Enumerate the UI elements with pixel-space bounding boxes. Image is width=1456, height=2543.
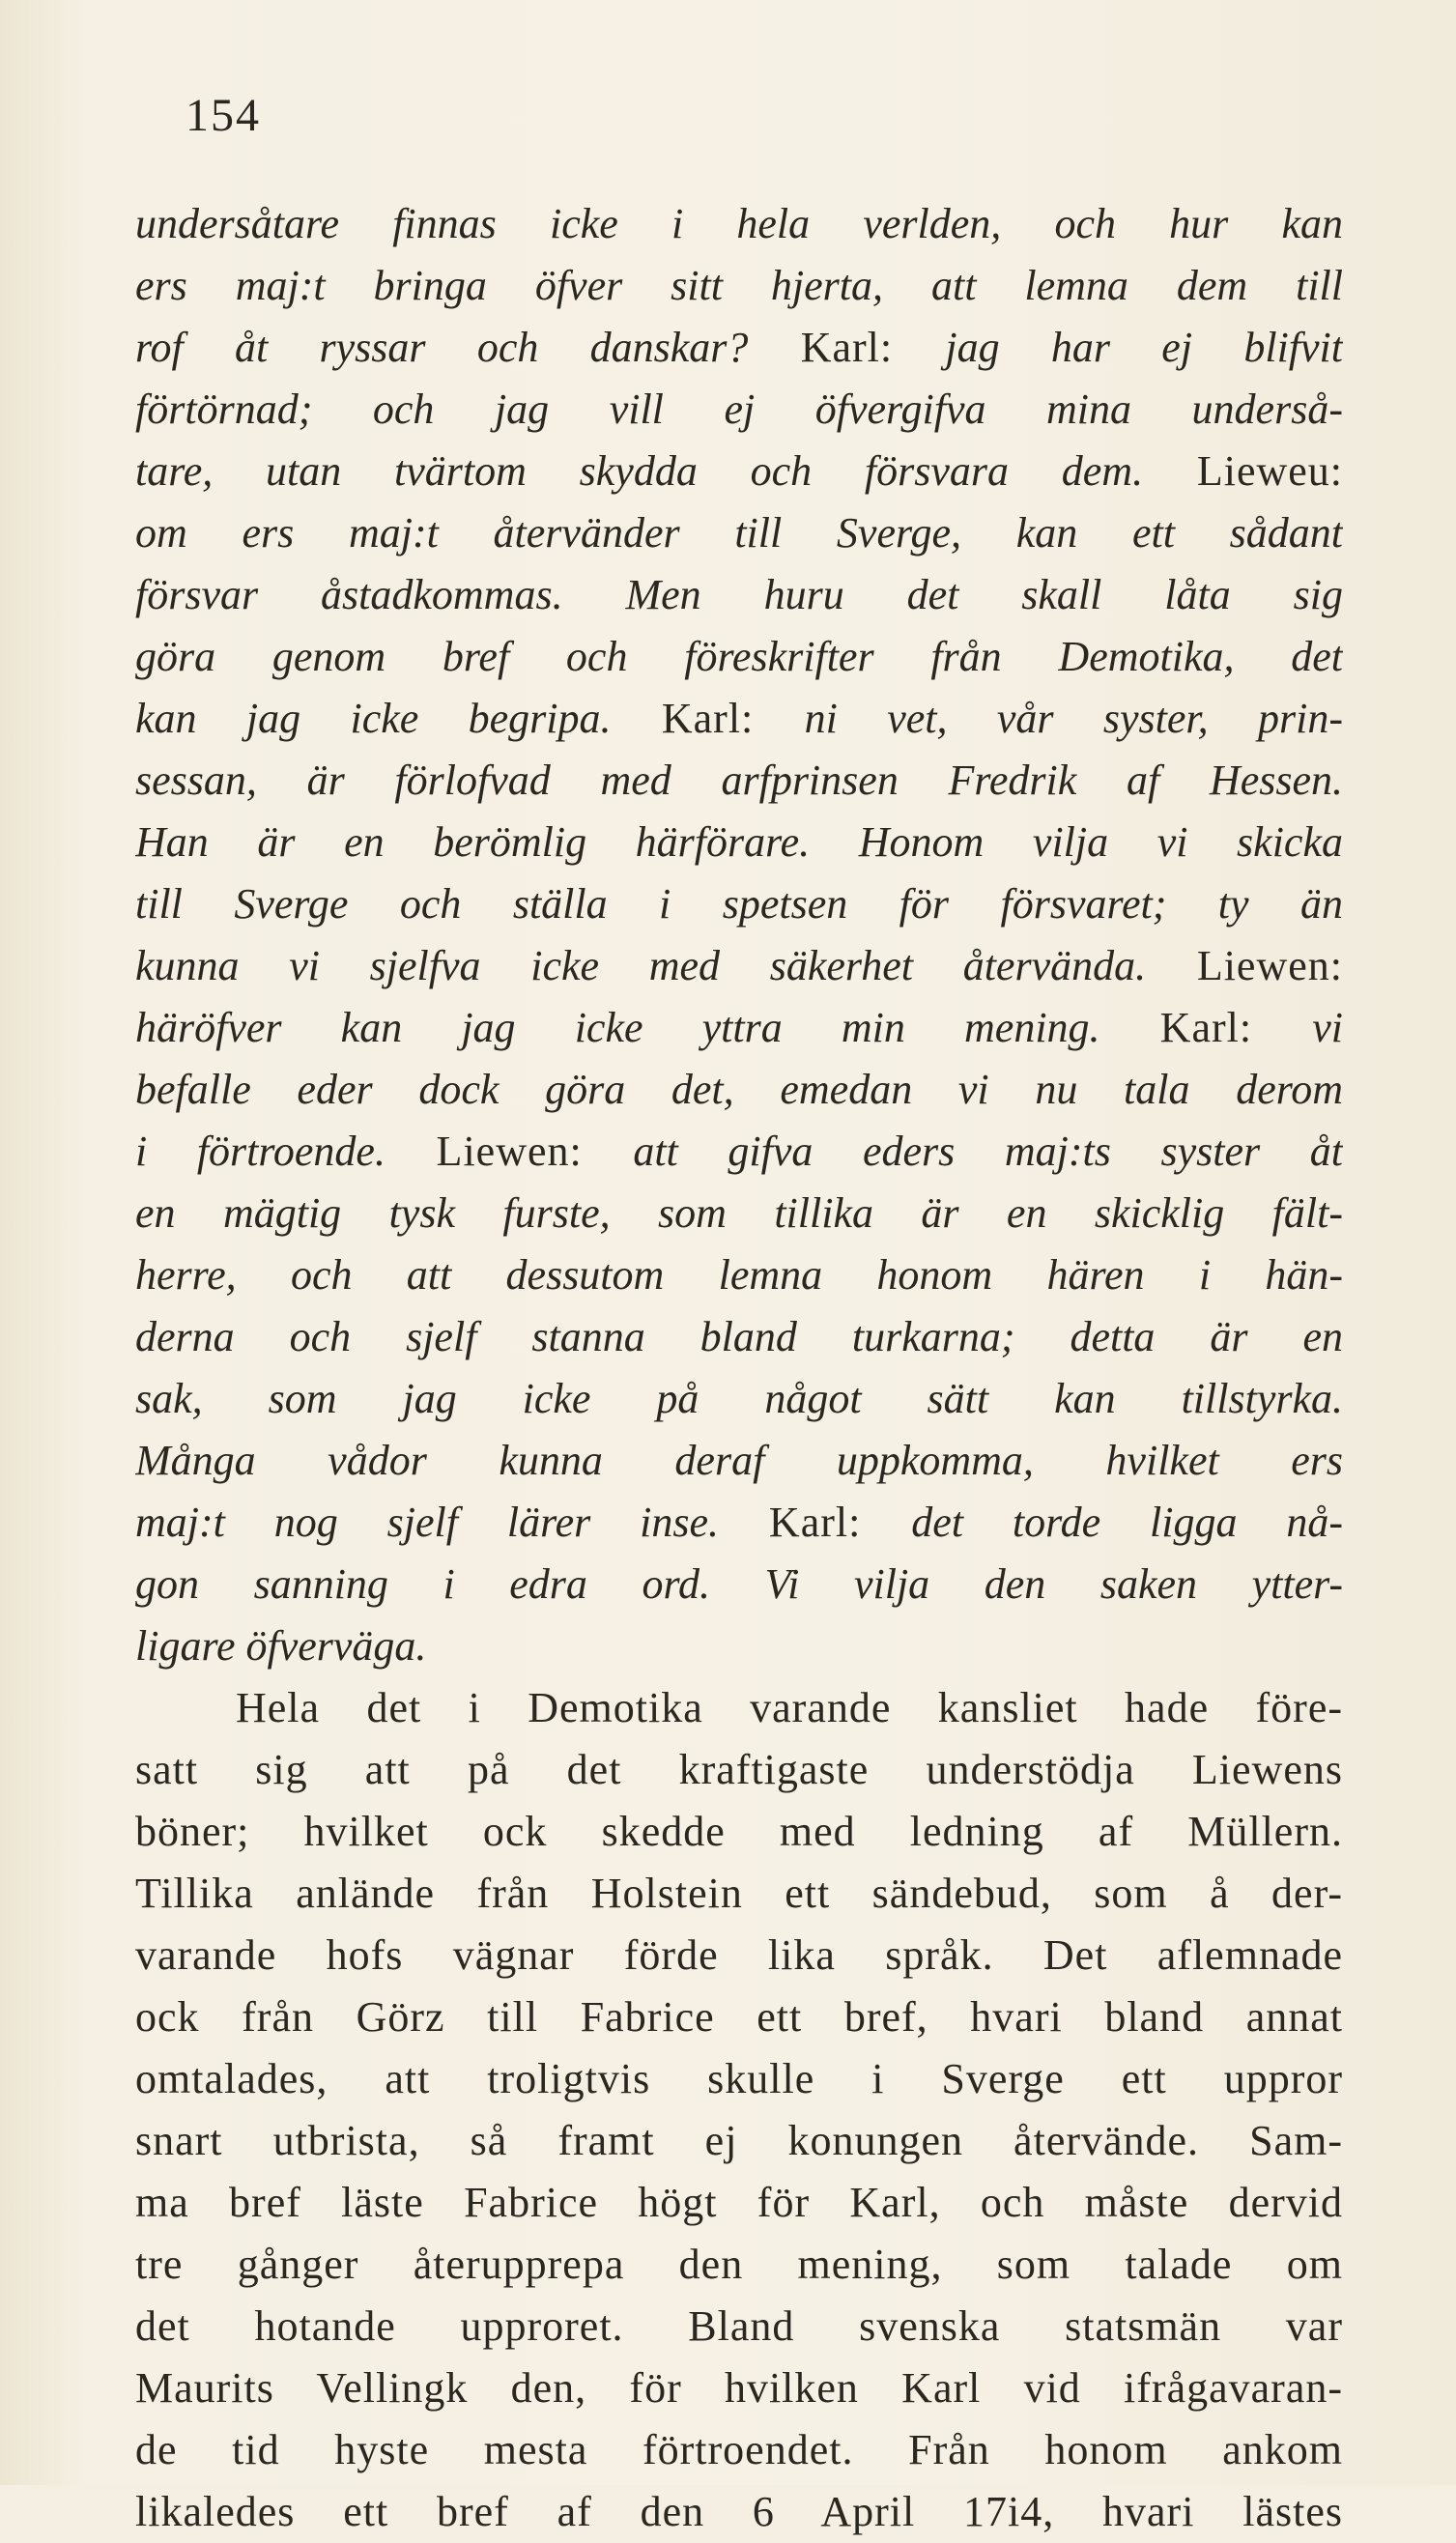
text-line	[135, 1244, 1343, 1306]
narrative-block	[135, 1677, 1343, 2543]
text-line: böner; hvilket ock skedde med ledning af Müllern.	[135, 1808, 1343, 1855]
text-line	[135, 317, 1343, 379]
text-line: det hotande upproret. Bland svenska statsmän var	[135, 2302, 1343, 2350]
italic-text: göra genom bref och föreskrifter från Demotika, det	[135, 633, 1343, 680]
italic-text: det torde ligga nå-	[911, 1499, 1343, 1546]
text-line	[135, 1492, 1343, 1554]
text-line	[135, 750, 1343, 812]
italic-text: befalle eder dock göra det, emedan vi nu tala derom	[135, 1066, 1343, 1113]
text-line	[135, 1368, 1343, 1430]
italic-text: rof åt ryssar och danskar?	[135, 324, 749, 371]
text-line: ma bref läste Fabrice högt för Karl, och måste dervid	[135, 2179, 1343, 2226]
italic-text: kan jag icke begripa.	[135, 695, 612, 742]
text-line	[135, 1430, 1343, 1492]
text-line: omtalades, att troligtvis skulle i Sverge ett uppror	[135, 2055, 1343, 2102]
text-line	[135, 626, 1343, 688]
speaker-name: Karl:	[748, 324, 946, 371]
text-line: snart utbrista, så framt ej konungen återvände. Sam-	[135, 2117, 1343, 2164]
italic-text: att gifva eders maj:ts syster åt	[633, 1128, 1343, 1175]
text-line: tre gånger återupprepa den mening, som talade om	[135, 2241, 1343, 2288]
italic-text: sessan, är förlofvad med arfprinsen Fredrik af Hessen.	[135, 757, 1343, 804]
italic-text: ers maj:t bringa öfver sitt hjerta, att lemna dem till	[135, 262, 1343, 309]
italic-text: derna och sjelf stanna bland turkarna; detta är en	[135, 1313, 1343, 1360]
italic-text: försvar åstadkommas. Men huru det skall låta sig	[135, 571, 1343, 618]
text-line	[135, 935, 1343, 997]
text-line	[135, 502, 1343, 564]
italic-text: kunna vi sjelfva icke med säkerhet återvända.	[135, 942, 1147, 989]
italic-text: tare, utan tvärtom skydda och försvara dem.	[135, 447, 1144, 495]
italic-text: ligare öfverväga.	[135, 1622, 427, 1670]
text-line: Maurits Vellingk den, för hvilken Karl vid ifrågavaran-	[135, 2364, 1343, 2412]
text-line	[135, 812, 1343, 873]
italic-text: ni vet, vår syster, prin-	[804, 695, 1343, 742]
italic-text: i förtroende.	[135, 1128, 385, 1175]
italic-text: Han är en berömlig härförare. Honom vilja vi skicka	[135, 818, 1343, 866]
text-line	[135, 255, 1343, 317]
italic-text: sak, som jag icke på något sätt kan tillstyrka.	[135, 1375, 1343, 1422]
page-number: 154	[186, 90, 261, 141]
italic-text: vi	[1312, 1004, 1343, 1051]
text-line	[135, 1554, 1343, 1615]
italic-text: gon sanning i edra ord. Vi vilja den saken ytter-	[135, 1560, 1343, 1608]
italic-text: häröfver kan jag icke yttra min mening.	[135, 1004, 1100, 1051]
speaker-name: Karl:	[719, 1499, 912, 1546]
text-line	[135, 1183, 1343, 1244]
text-line	[135, 564, 1343, 626]
text-line	[135, 997, 1343, 1059]
text-line	[135, 193, 1343, 255]
speaker-name: Karl:	[1099, 1004, 1313, 1051]
italic-text: en mägtig tysk furste, som tillika är en skicklig fält-	[135, 1189, 1343, 1237]
text-line	[135, 688, 1343, 750]
text-line: varande hofs vägnar förde lika språk. Det aflemnade	[135, 1931, 1343, 1979]
text-line: satt sig att på det kraftigaste understödja Liewens	[135, 1746, 1343, 1793]
text-line	[135, 1121, 1343, 1183]
italic-text: till Sverge och ställa i spetsen för försvaret; ty än	[135, 880, 1343, 928]
italic-text: Många vådor kunna deraf uppkomma, hvilket ers	[135, 1437, 1343, 1484]
text-line: Hela det i Demotika varande kansliet hade före-	[236, 1684, 1343, 1731]
text-line	[135, 379, 1343, 441]
speaker-name: Liewen:	[1146, 942, 1343, 989]
text-line	[135, 1306, 1343, 1368]
page-text	[135, 193, 1343, 2543]
text-line: Tillika anlände från Holstein ett sändebud, som å der-	[135, 1870, 1343, 1917]
text-line	[135, 1059, 1343, 1121]
text-line: de tid hyste mesta förtroendet. Från honom ankom	[135, 2426, 1343, 2473]
italic-text: undersåtare finnas icke i hela verlden, och hur kan	[135, 200, 1343, 247]
speaker-name: Lieweu:	[1143, 447, 1343, 495]
italic-text: jag har ej blifvit	[945, 324, 1343, 371]
text-line	[135, 873, 1343, 935]
italic-text: om ers maj:t återvänder till Sverge, kan ett sådant	[135, 509, 1343, 557]
speaker-name: Liewen:	[385, 1128, 634, 1175]
italic-text: herre, och att dessutom lemna honom hären i hän-	[135, 1251, 1343, 1299]
italic-text: maj:t nog sjelf lärer inse.	[135, 1499, 720, 1546]
italic-text: förtörnad; och jag vill ej öfvergifva mina underså-	[135, 386, 1343, 433]
text-line: likaledes ett bref af den 6 April 17i4, hvari lästes	[135, 2488, 1343, 2535]
text-line	[135, 1615, 1343, 1677]
text-line: ock från Görz till Fabrice ett bref, hvari bland annat	[135, 1993, 1343, 2041]
dialogue-block	[135, 193, 1343, 1677]
text-line	[135, 441, 1343, 502]
speaker-name: Karl:	[611, 695, 805, 742]
